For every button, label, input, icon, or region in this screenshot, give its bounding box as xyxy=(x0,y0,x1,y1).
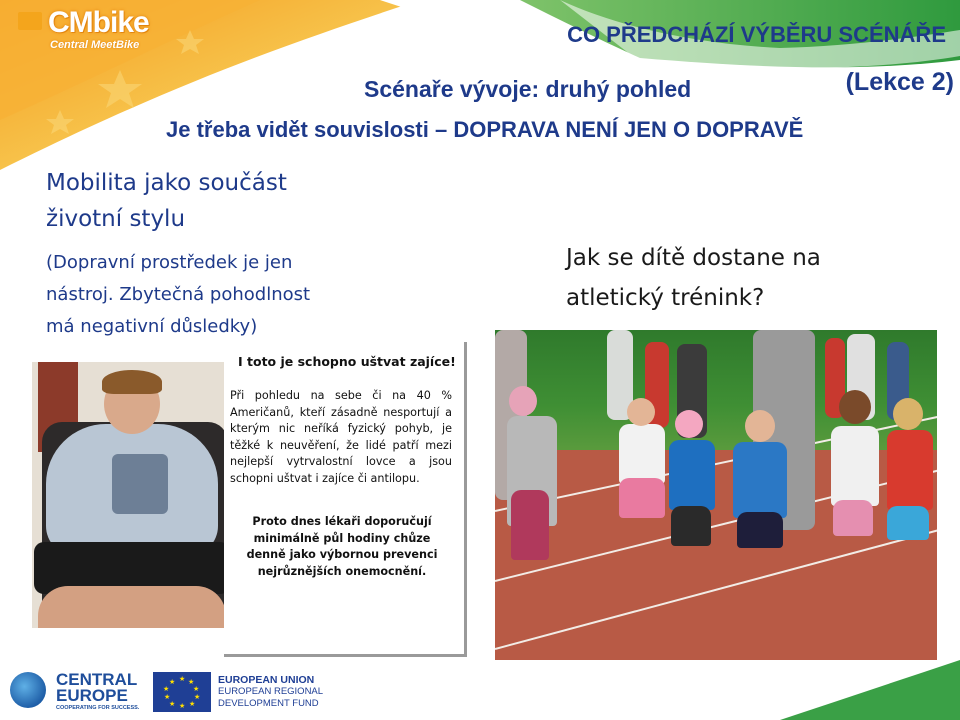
child-runner xyxy=(831,426,879,506)
child-head xyxy=(893,398,923,430)
panel-heading: I toto je schopno uštvat zajíce! xyxy=(238,354,456,369)
eu-fund-label xyxy=(218,674,323,710)
child-runner xyxy=(737,512,783,548)
mobility-line: životní stylu xyxy=(46,206,186,232)
section-title: CO PŘEDCHÁZÍ VÝBĚRU SCÉNÁŘE xyxy=(567,22,946,47)
child-runner xyxy=(887,506,929,540)
question-line: Jak se dítě dostane na xyxy=(566,245,821,271)
eu-line: DEVELOPMENT FUND xyxy=(218,698,319,709)
ce-line: CENTRAL xyxy=(56,670,138,689)
person-hair xyxy=(102,370,162,394)
mobility-note xyxy=(46,247,386,343)
slide-subtitle: Scénaře vývoje: druhý pohled xyxy=(364,76,692,102)
panel-paragraph: Při pohledu na sebe či na 40 % Američanů, kteří zásadně nesportují a kterým nic neříká fyzický pohyb, je těžké k neuvěření, že lidé patří mezi nejlepší vytrvalostní lovce a jsou schopni uštvat i zajíce či antilopu. xyxy=(230,389,452,485)
child-head xyxy=(627,398,655,426)
mobility-line: Mobilita jako součást xyxy=(46,170,287,196)
child-head xyxy=(745,410,775,442)
child-runner xyxy=(619,478,665,518)
child-runner xyxy=(619,424,665,484)
children-running-photo xyxy=(495,330,937,660)
cmbike-logo xyxy=(18,6,168,54)
note-line: má negativní důsledky) xyxy=(46,316,258,337)
footer-stripe xyxy=(780,660,960,720)
eu-line: EUROPEAN UNION xyxy=(218,674,315,686)
slide-headline: Je třeba vidět souvislosti – DOPRAVA NENÍ JEN O DOPRAVĚ xyxy=(166,117,804,142)
child-head xyxy=(675,410,703,438)
question-line: atletický trénink? xyxy=(566,285,765,311)
child-runner xyxy=(511,490,549,560)
logo-mark-icon xyxy=(18,12,42,30)
info-panel xyxy=(224,342,467,657)
child-runner xyxy=(733,442,787,518)
child-head xyxy=(839,390,871,424)
mobility-heading xyxy=(46,165,376,237)
ce-tagline: COOPERATING FOR SUCCESS. xyxy=(56,705,140,711)
note-line: (Dopravní prostředek je jen xyxy=(46,252,293,273)
logo-name: CMbike xyxy=(48,6,149,39)
central-europe-wordmark xyxy=(56,672,137,704)
eu-line: EUROPEAN REGIONAL xyxy=(218,686,324,697)
central-europe-emblem-icon xyxy=(10,672,46,708)
lesson-label: (Lekce 2) xyxy=(845,68,954,96)
obese-person-photo xyxy=(32,362,232,628)
child-runner xyxy=(671,506,711,546)
shirt-print xyxy=(112,454,168,514)
panel-recommendation: Proto dnes lékaři doporučují minimálně půl hodiny chůze denně jako výbornou prevenci nejrůznějších onemocnění. xyxy=(246,515,438,578)
eu-flag-icon: ★ ★ ★ ★ ★ ★ ★ ★ ★ ★ xyxy=(153,672,211,712)
question-text xyxy=(566,238,906,318)
logo-subtitle: Central MeetBike xyxy=(50,39,140,51)
note-line: nástroj. Zbytečná pohodlnost xyxy=(46,284,311,305)
child-runner xyxy=(887,430,933,510)
child-head xyxy=(509,386,537,416)
central-europe-logo xyxy=(10,670,140,714)
legs xyxy=(38,586,226,628)
ce-line: EUROPE xyxy=(56,686,128,705)
child-runner xyxy=(669,440,715,510)
child-runner xyxy=(833,500,873,536)
